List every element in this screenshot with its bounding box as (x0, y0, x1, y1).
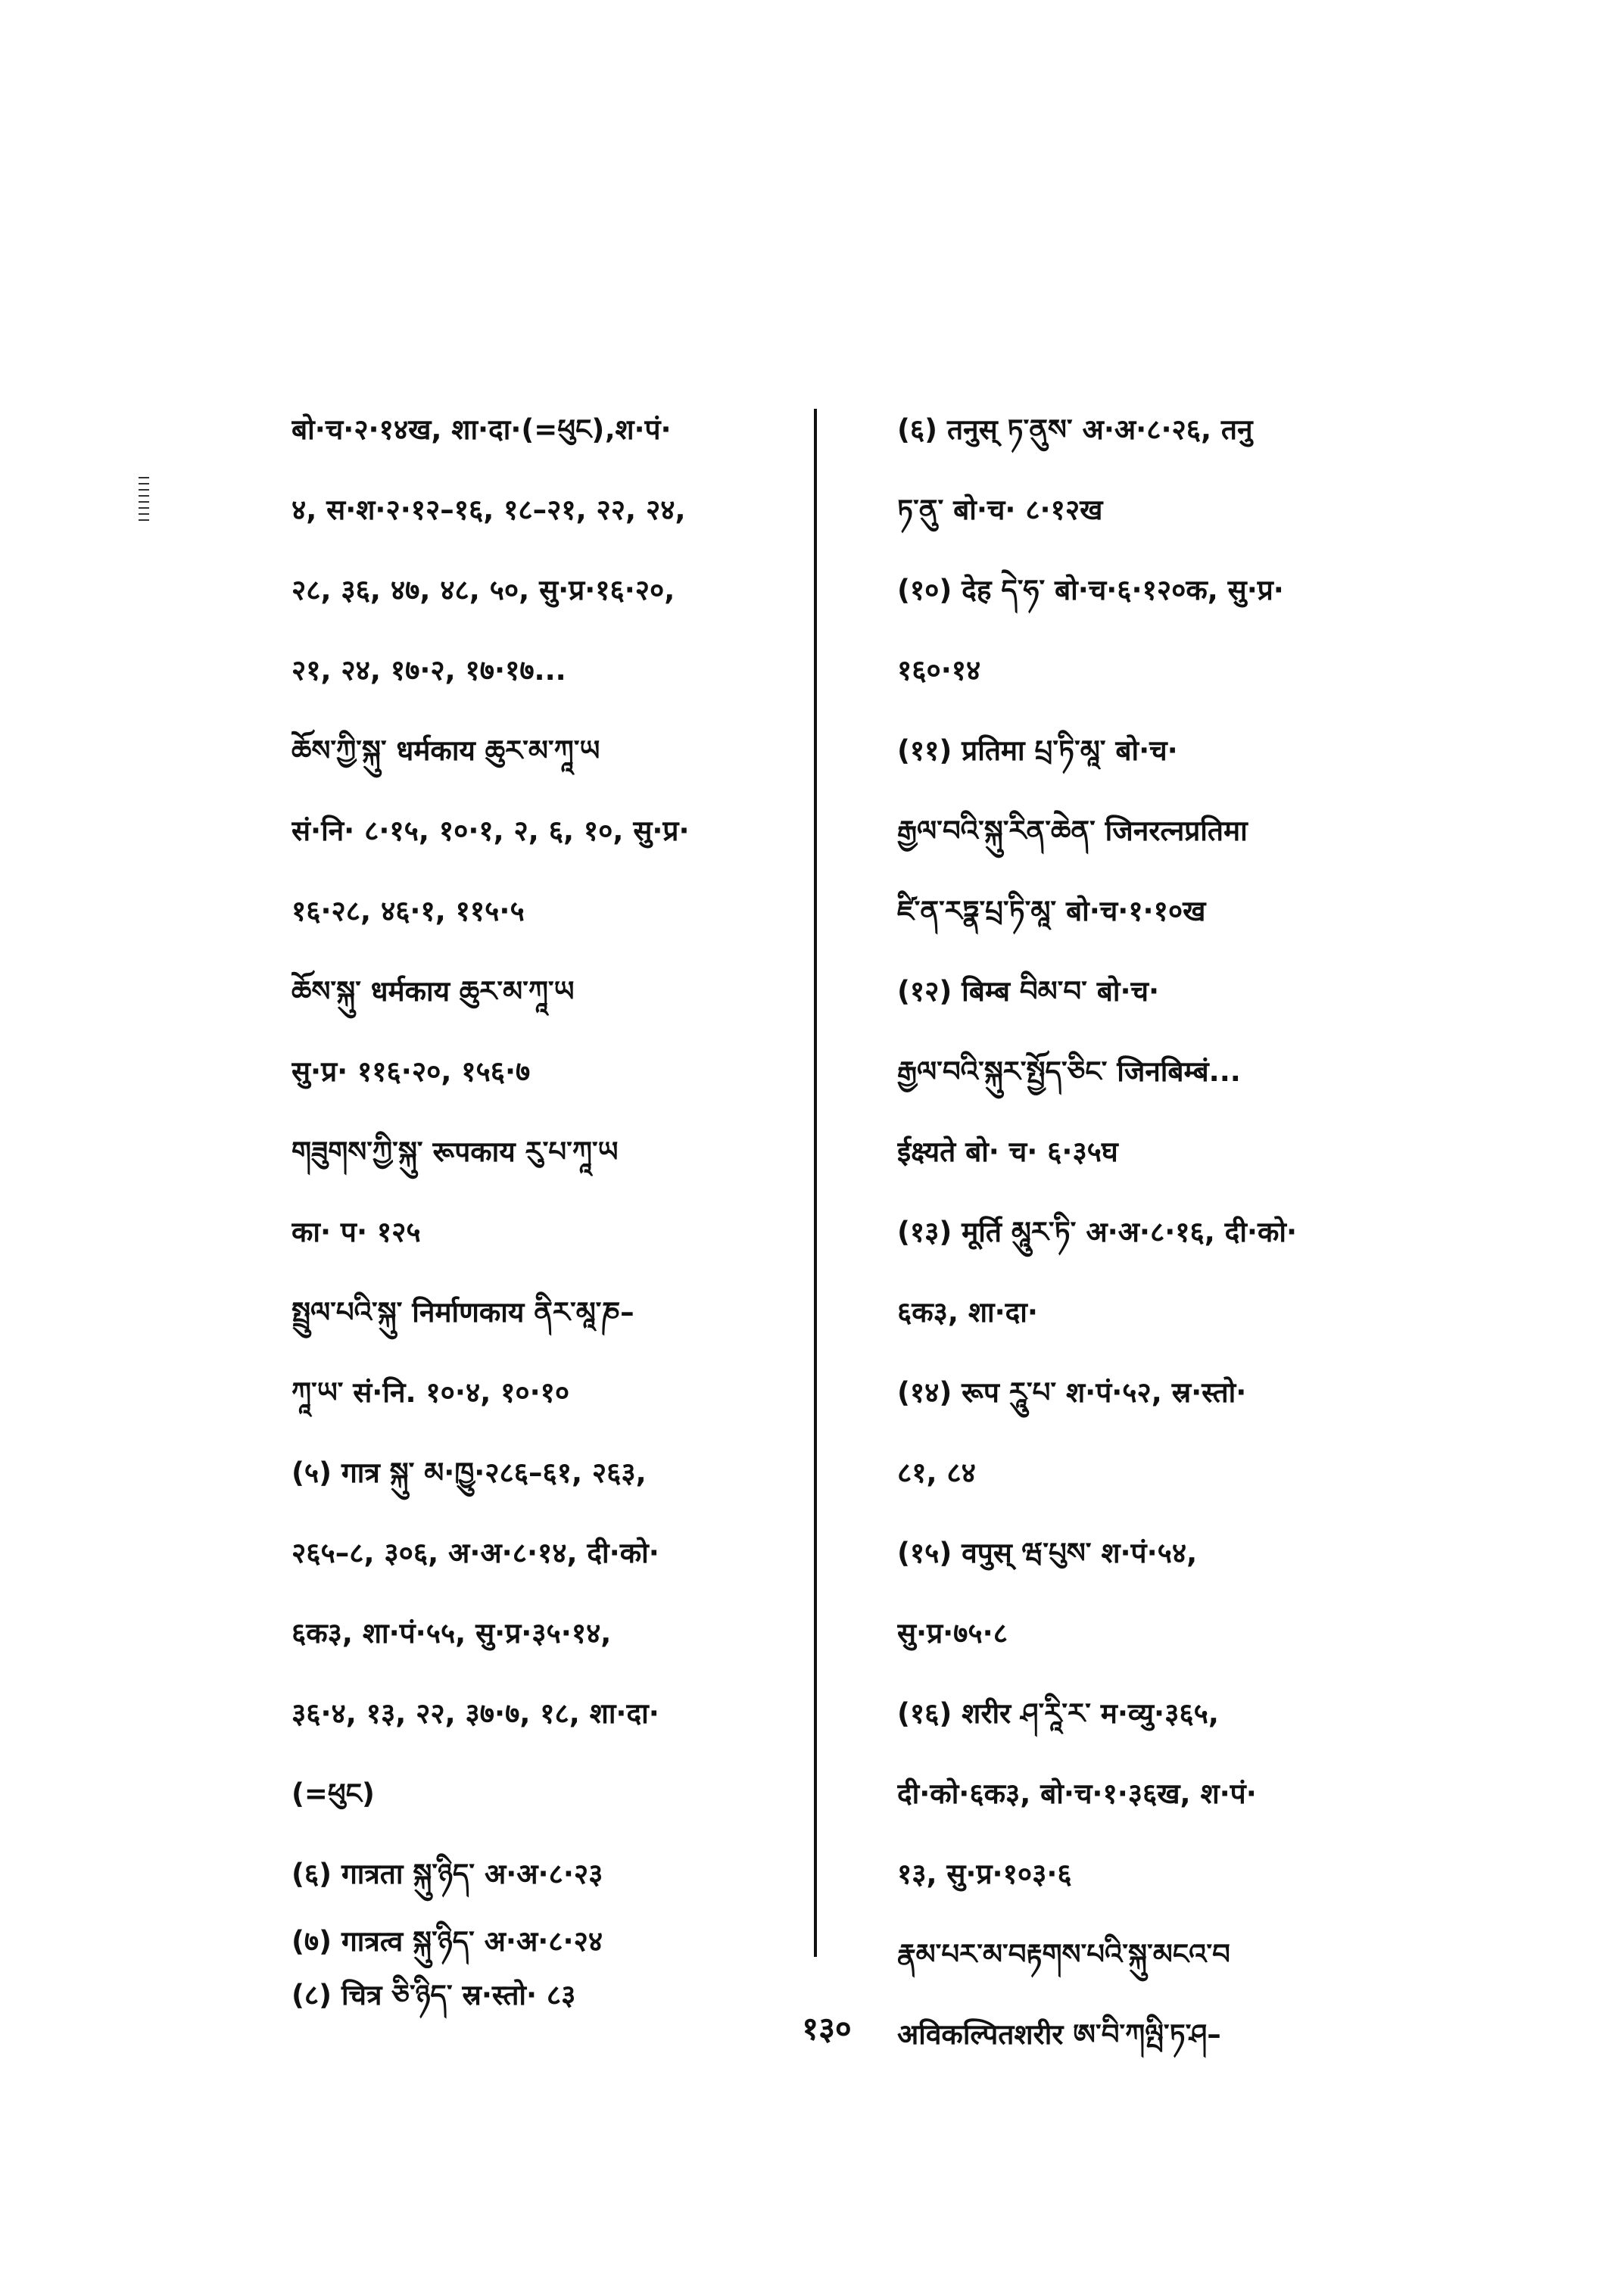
left-line: २८, ३६, ४७, ४८, ५०, सु·प्र·१६·२०, (291, 574, 675, 606)
left-column (291, 390, 814, 2022)
left-line: सु·प्र· ११६·२०, १५६·७ (291, 1055, 531, 1088)
right-line: अविकल्पितशरीर ཨ་བི་ཀལྤི་ཏ་ཤ– (897, 2018, 1221, 2051)
right-line: (१२) बिम्ब བིམ་བ་ बो·च· (897, 975, 1160, 1008)
left-line: सं·नि· ८·१५, १०·१, २, ६, १०, सु·प्र· (291, 815, 690, 847)
left-line: (६) गात्रता སྐུ་ཉིད་ अ·अ·८·२३ (291, 1858, 603, 1890)
right-line: १६०·१४ (897, 654, 981, 687)
left-line: ཆོས་ཀྱི་སྐུ་ धर्मकाय ཆུར་མ་ཀཱ་ཡ (291, 734, 600, 767)
right-line: རྣམ་པར་མ་བརྟགས་པའི་སྐུ་མངའ་བ (897, 1938, 1230, 1971)
right-line: (१५) वपुस् ཝ་པུས་ श·पं·५४, (897, 1537, 1198, 1569)
right-line: (६) तनुस् ཏ་ནུས་ अ·अ·८·२६, तनु (897, 413, 1253, 446)
left-line: (५) गात्र སྐུ་ མ·ཁྱུ·२८६–६१, २६३, (291, 1456, 647, 1489)
left-line: २१, २४, १७·२, १७·१७... (291, 654, 566, 687)
left-line: ४, स·श·२·१२–१६, १८–२१, २२, २४, (291, 494, 686, 526)
left-line: ३६·४, १३, २२, ३७·७, १८, शा·दा· (291, 1697, 659, 1730)
left-line: बो·च·२·१४ख, शा·दा·(=ཕུང)‚श·पं· (291, 413, 672, 446)
right-line: (१०) देह དེ་ཧ་ बो·च·६·१२०क, सु·प्र· (897, 574, 1284, 606)
right-line: ཏ་ནུ་ बो·च· ८·१२ख (897, 494, 1103, 526)
left-line: १६·२८, ४६·१, ११५·५ (291, 895, 525, 927)
left-line: གཟུགས་ཀྱི་སྐུ་ रूपकाय རུ་པ་ཀཱ་ཡ (291, 1136, 619, 1168)
right-line: ८१, ८४ (897, 1456, 976, 1489)
right-line: (१३) मूर्ति མཱུར་ཏི་ अ·अ·८·१६, दी·को· (897, 1216, 1298, 1248)
left-line: का· प· १२५ (291, 1216, 421, 1248)
margin-mark (139, 477, 149, 521)
left-line: २६५–८, ३०६, अ·अ·८·१४, दी·को· (291, 1537, 659, 1569)
right-line: सु·प्र·७५·८ (897, 1617, 1008, 1650)
left-line: ६क३, शा·पं·५५, सु·प्र·३५·१४, (291, 1617, 612, 1650)
right-column (897, 390, 1427, 2075)
right-line: (१६) शरीर ཤ་རཱི་ར་ म·व्यु·३६५, (897, 1697, 1219, 1730)
right-line: ཛི་ན་རཏྣ་པྲ་ཏི་མཱ་ बो·च·१·१०ख (897, 895, 1206, 927)
left-line: (७) गात्रत्व སྐུ་ཉིད་ अ·अ·८·२४ (291, 1925, 603, 1958)
left-line: ཆོས་སྐུ་ धर्मकाय ཆུར་མ་ཀཱ་ཡ (291, 975, 575, 1008)
right-line: (११) प्रतिमा པྲ་ཏི་མཱ་ बो·च· (897, 734, 1178, 767)
right-line: दी·को·६क३, बो·च·१·३६ख, श·पं· (897, 1777, 1257, 1810)
right-line: ईक्ष्यते बो· च· ६·३५घ (897, 1136, 1118, 1168)
page-number: १३० (802, 2010, 852, 2047)
right-line: (१४) रूप རཱུ་པ་ श·पं·५२, स्र·स्तो· (897, 1376, 1247, 1409)
right-line: རྒྱལ་བའི་སྐུར་སྤྱོད་ཅིང་ जिनबिम्बं... (897, 1055, 1241, 1088)
left-line: ཀཱ་ཡ་ सं·नि. १०·४, १०·१० (291, 1376, 570, 1409)
right-line: १३, सु·प्र·१०३·६ (897, 1858, 1072, 1890)
right-line: རྒྱལ་བའི་སྐུ་རིན་ཆེན་ जिनरत्नप्रतिमा (897, 815, 1248, 847)
left-line: སྤྲུལ་པའི་སྐུ་ निर्माणकाय ནིར་མཱ་ཎ– (291, 1296, 634, 1329)
column-divider (814, 409, 817, 1957)
right-line: ६क३, शा·दा· (897, 1296, 1038, 1329)
left-line: (८) चित्र ཅི་ཉིད་ स्र·स्तो· ८३ (291, 1979, 576, 2011)
left-line: (=ཕུང) (291, 1777, 375, 1810)
